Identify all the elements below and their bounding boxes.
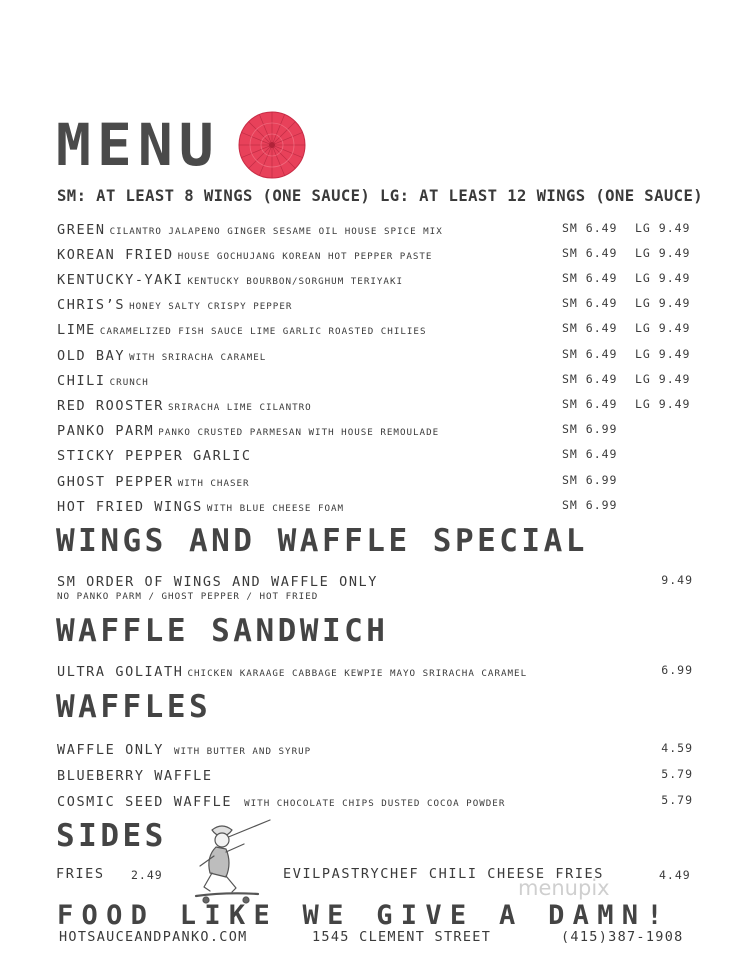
size-info: SM: AT LEAST 8 WINGS (ONE SAUCE) LG: AT LEAST 12 WINGS (ONE SAUCE) — [57, 187, 704, 205]
wing-item-chili — [57, 370, 695, 392]
wing-item-kentucky-yaki — [57, 269, 695, 291]
item-name: CHRIS’S — [57, 297, 126, 313]
sm-price: SM 6.49 — [562, 296, 618, 310]
sm-price: SM 6.49 — [562, 271, 618, 285]
item-desc: CARAMELIZED FISH SAUCE LIME GARLIC ROASTED CHILIES — [99, 326, 427, 337]
lg-price: LG 9.49 — [635, 372, 691, 386]
special-heading: WINGS AND WAFFLE SPECIAL — [56, 523, 588, 559]
wing-item-old-bay — [57, 345, 695, 367]
item-desc: WITH CHASER — [177, 478, 250, 489]
wing-item-chriss — [57, 294, 695, 316]
skateboarding-chef-illustration-icon — [182, 816, 278, 908]
sm-price: SM 6.49 — [562, 246, 618, 260]
paper-umbrella-icon — [238, 111, 306, 179]
item-name: HOT FRIED WINGS — [57, 499, 203, 515]
side-chili-fries-price: 4.49 — [659, 868, 691, 882]
wing-item-green — [57, 219, 695, 241]
item-name: SM ORDER OF WINGS AND WAFFLE ONLY — [57, 574, 379, 590]
item-desc: KENTUCKY BOURBON/SORGHUM TERIYAKI — [187, 276, 404, 287]
waffle-item-blueberry — [57, 765, 695, 787]
item-desc: HOUSE GOCHUJANG KOREAN HOT PEPPER PASTE — [177, 251, 433, 262]
wing-item-red-rooster — [57, 395, 695, 417]
sm-price: SM 6.49 — [562, 397, 618, 411]
sandwich-item — [57, 661, 695, 683]
lg-price: LG 9.49 — [635, 271, 691, 285]
sides-heading: SIDES — [56, 818, 167, 854]
page-title: MENU — [56, 111, 220, 179]
wing-item-lime — [57, 319, 695, 341]
waffle-item-cosmic-seed — [57, 791, 695, 813]
item-price: 5.79 — [661, 767, 693, 781]
side-fries-price: 2.49 — [131, 868, 163, 882]
sm-price: SM 6.49 — [562, 221, 618, 235]
item-name: PANKO PARM — [57, 423, 155, 439]
sm-price: SM 6.49 — [562, 347, 618, 361]
item-name: COSMIC SEED WAFFLE — [57, 794, 233, 810]
item-desc: WITH SRIRACHA CARAMEL — [129, 352, 267, 363]
tagline: FOOD LIKE WE GIVE A DAMN! — [57, 900, 671, 931]
item-price: 6.99 — [661, 663, 693, 677]
sm-price: SM 6.49 — [562, 447, 618, 461]
wing-item-sticky-pepper-garlic — [57, 445, 695, 467]
item-name: KENTUCKY-YAKI — [57, 272, 184, 288]
item-desc: CRUNCH — [109, 377, 149, 388]
item-desc: PANKO CRUSTED PARMESAN WITH HOUSE REMOULADE — [158, 427, 440, 438]
lg-price: LG 9.49 — [635, 296, 691, 310]
item-name: CHILI — [57, 373, 106, 389]
lg-price: LG 9.49 — [635, 221, 691, 235]
item-name: KOREAN FRIED — [57, 247, 174, 263]
item-desc: WITH BLUE CHEESE FOAM — [206, 503, 345, 514]
item-price: 9.49 — [661, 573, 693, 587]
sm-price: SM 6.49 — [562, 321, 618, 335]
watermark: menupix — [518, 876, 610, 900]
wing-item-panko-parm — [57, 420, 695, 442]
side-chili-fries-name: EVILPASTRYCHEF CHILI CHEESE FRIES — [283, 866, 605, 882]
item-price: 4.59 — [661, 741, 693, 755]
item-name: OLD BAY — [57, 348, 126, 364]
sm-price: SM 6.49 — [562, 372, 618, 386]
item-name: STICKY PEPPER GARLIC — [57, 448, 252, 464]
sm-price: SM 6.99 — [562, 498, 618, 512]
side-fries-name: FRIES — [56, 866, 105, 882]
item-name: BLUEBERRY WAFFLE — [57, 768, 213, 784]
item-name: LIME — [57, 322, 96, 338]
item-name: RED ROOSTER — [57, 398, 165, 414]
lg-price: LG 9.49 — [635, 246, 691, 260]
item-name: GHOST PEPPER — [57, 474, 174, 490]
phone-number[interactable]: (415)387-1908 — [561, 929, 684, 945]
lg-price: LG 9.49 — [635, 347, 691, 361]
item-desc: HONEY SALTY CRISPY PEPPER — [129, 301, 293, 312]
sm-price: SM 6.99 — [562, 473, 618, 487]
sandwich-heading: WAFFLE SANDWICH — [56, 613, 389, 649]
item-name: GREEN — [57, 222, 106, 238]
item-desc: WITH BUTTER AND SYRUP — [174, 746, 312, 757]
item-price: 5.79 — [661, 793, 693, 807]
address: 1545 CLEMENT STREET — [312, 929, 492, 945]
wing-item-korean-fried — [57, 244, 695, 266]
item-desc: CHICKEN KARAAGE CABBAGE KEWPIE MAYO SRIRACHA CARAMEL — [187, 668, 528, 679]
waffle-item-waffle-only — [57, 739, 695, 761]
item-name: WAFFLE ONLY — [57, 742, 165, 758]
wing-item-ghost-pepper — [57, 471, 695, 493]
waffles-heading: WAFFLES — [56, 689, 212, 725]
item-desc: WITH CHOCOLATE CHIPS DUSTED COCOA POWDER — [244, 798, 506, 809]
wing-item-hot-fried-wings — [57, 496, 695, 518]
sm-price: SM 6.99 — [562, 422, 618, 436]
item-name: ULTRA GOLIATH — [57, 664, 184, 680]
website-link[interactable]: HOTSAUCEANDPANKO.COM — [59, 929, 248, 945]
special-note: NO PANKO PARM / GHOST PEPPER / HOT FRIED — [57, 591, 319, 602]
item-desc: CILANTRO JALAPENO GINGER SESAME OIL HOUSE SPICE MIX — [109, 226, 443, 237]
lg-price: LG 9.49 — [635, 397, 691, 411]
lg-price: LG 9.49 — [635, 321, 691, 335]
item-desc: SRIRACHA LIME CILANTRO — [168, 402, 312, 413]
special-item — [57, 571, 695, 593]
